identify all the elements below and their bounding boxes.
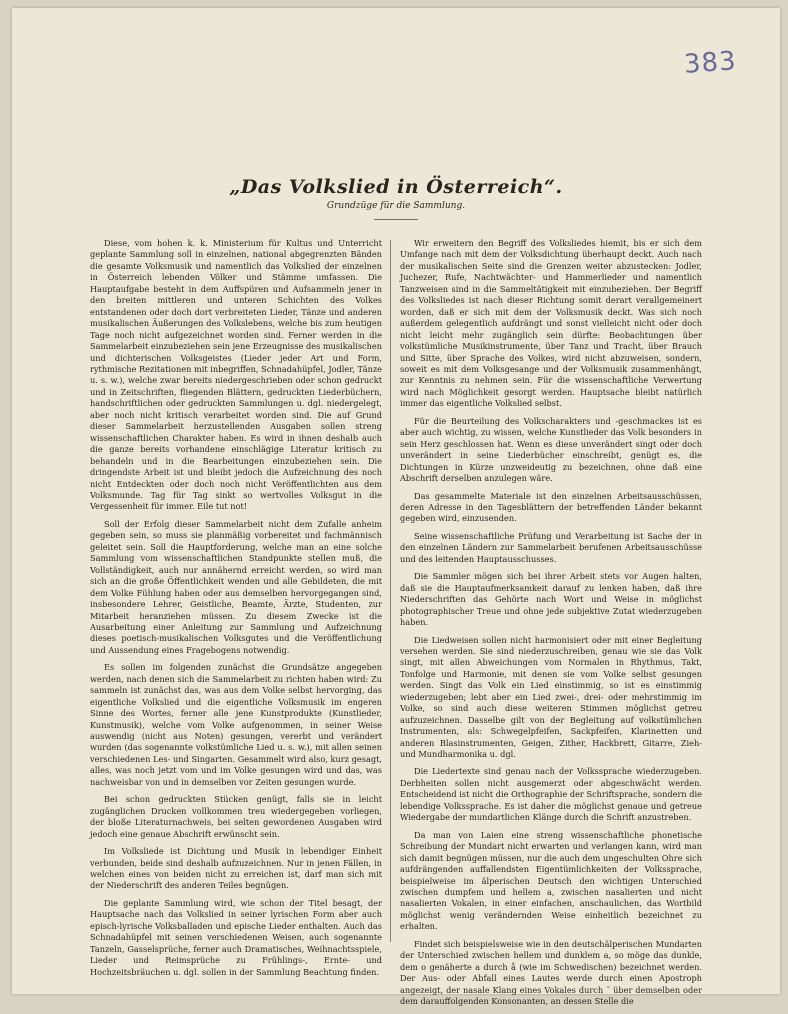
paragraph: Diese, vom hohen k. k. Ministerium für Kultus und Unterricht geplante Sammlung soll in einzelnen, national abgegrenzten Bänden die gesamte Volksmusik und namentlich das Volkslied der einzelnen in Österreich lebenden Völker und Stämme umfassen. Die Hauptaufgabe besteht in dem Auffspüren und Aufsammeln jener in den breiten mittleren und unteren Schichten des Volkes entstandenen oder doch dort verbreiteten Lieder, Tänze und anderen musikalischen Äußerungen des Volkslebens, welche bis zum heutigen Tage noch nicht aufgezeichnet worden sind. Ferner werden in die Sammelarbeit einzubeziehen sein jene Erzeugnisse des musikalischen und dichterischen Volksgeistes (Lieder jeder Art und Form, rythmische Rezitationen mit inbegriffen, Schnadahüpfel, Jodler, Tänze u. s. w.), welche zwar bereits niedergeschrieben oder schon gedruckt und in Zeitschriften, fliegenden Blättern, gedruckten Liederbüchern, handschriftlichen oder gedruckten Sammlungen u. dgl. niedergelegt, aber noch nicht kritisch verarbeitet worden sind. Die auf Grund dieser Sammelarbeit herzustellenden Ausgaben sollen streng wissenschaftlichen Charakter haben. Es wird in ihnen deshalb auch die ganze bereits vorhandene einschlägige Literatur kritisch zu behandeln und in die Bearbeitungen einzubeziehen sein. Die dringendste Arbeit ist und bleibt jedoch die Aufzeichnung des noch nicht Entdeckten oder doch noch nicht Veröffentlichten aus dem Volksmunde. Tag für Tag sinkt so wertvolles Volksgut in die Vergessenheit für immer. Eile tut not! [90, 238, 383, 512]
document-subtitle: Grundzüge für die Sammlung. [326, 201, 466, 211]
document-title: „Das Volkslied in Österreich“. [229, 176, 563, 198]
paragraph: Die geplante Sammlung wird, wie schon der Titel besagt, der Hauptsache nach das Volkslied in seiner lyrischen Form aber auch episch-lyrische Volksballaden und epische Lieder enthalten. Auch das Schnadahüpfel mit seinen verschiedenen Weisen, auch sogenannte Tanzeln, Gasselsprüche, ferner auch Dramatisches, Weihnachtsspiele, Lieder und Reimsprüche zu Frühlings-, Ernte- und Hochzeitsbräuchen u. dgl. sollen in der Sammlung Beachtung finden. [90, 897, 382, 977]
document-page [12, 8, 780, 1007]
right-column [400, 238, 702, 1014]
paragraph: Die Liedertexte sind genau nach der Volkssprache wiederzugeben. Derbheiten sollen nicht ausgemerzt oder abgeschwächt werden. Entscheidend ist nicht die Orthographie der Schriftsprache, sondern die lebendige Volkssprache. Es ist daher die möglichst genaue und getreue Wiedergabe der mundartlichen Klänge durch die Schrift anzustreben. [400, 766, 702, 823]
paragraph: Wir erweitern den Begriff des Volksliedes hiemit, bis er sich dem Umfange nach mit dem der Volksdichtung überhaupt deckt. Auch nach der musikalischen Seite sind die Grenzen weiter abzustecken: Jodler, Juchezer, Rufe, Nachtwächter- und Hammerlieder und namentlich Tanzweisen sind in die Sammeltätigkeit mit einzubeziehen. Der Begriff des Volksliedes ist nach dieser Richtung somit derart verallgemeinert worden, daß er sich mit dem der Volksmusik deckt. Was sich noch außerdem gelegentlich aufdrängt und sonst vielleicht nicht oder doch nicht leicht mehr zugänglich sein dürfte: Beobachtungen über volkstümliche Musikinstrumente, über Tanz und Tracht, über Brauch und Sitte, über Sprache des Volkes, wird nicht abzuweisen, sondern, soweit es mit dem Volksgesange und der Volksmusik zusammenhängt, zur Kenntnis zu nehmen sein. Für die wissenschaftliche Verwertung wird nach Möglichkeit gesorgt werden. Hauptsache bleibt natürlich immer das eigentliche Volkslied selbst. [400, 238, 702, 409]
paragraph: Da man von Laien eine streng wissenschaftliche phonetische Schreibung der Mundart nicht erwarten und verlangen kann, wird man sich damit begnügen müssen, nur die auch dem ungeschulten Ohre sich aufdrängenden auffallendsten Eigentümlichkeiten der Volkssprache, beispielweise im älperischen Deutsch den wichtigen Unterschied zwischen dumpfem und hellem a, zwischen nasalierten und nicht nasalierten Vokalen, in einer einfachen, anschaulichen, das Wortbild möglichst wenig verändernden Weise einheitlich bezeichnet zu erhalten. [400, 829, 702, 932]
paragraph: Seine wissenschaftliche Prüfung und Verarbeitung ist Sache der in den einzelnen Ländern zur Sammelarbeit berufenen Arbeitsausschüsse und des leitenden Hauptausschusses. [400, 530, 702, 564]
paragraph: Es sollen im folgenden zunächst die Grundsätze angegeben werden, nach denen sich die Sammelarbeit zu richten haben wird: Zu sammeln ist zunächst das, was aus dem Volke selbst hervorging, das eigentliche Volkslied und die eigentliche Volksmusik im engeren Sinne des Wortes, ferner alle jene Kunstprodukte (Kunstlieder, Kunstmusik), welche vom Volke aufgenommen, in seiner Weise auswendig (nicht aus Noten) gesungen, vererbt und verändert wurden (das sogenannte volkstümliche Lied u. s. w.), mit allen seinen verschiedenen Les- und Singarten. Gesammelt wird also, kurz gesagt, alles, was noch jetzt vom und im Volke gesungen wird und das, was nachweisbar von und in demselben vor Zeiten gesungen wurde. [90, 662, 382, 787]
column-divider [390, 240, 391, 942]
paragraph: Soll der Erfolg dieser Sammelarbeit nicht dem Zufalle anheim gegeben sein, so muss sie planmäßig vorbereitet und fachmännisch geleitet sein. Soll die Hauptforderung, welche man an eine solche Sammlung vom wissenschaftlichen Standpunkte stellen muß, die Vollständigkeit, auch nur annähernd erreicht werden, so wird man sich an die große Öffentlichkeit wenden und alle Gebildeten, die mit dem Volke Fühlung haben oder aus demselben hervorgegangen sind, insbesondere Lehrer, Geistliche, Beamte, Ärzte, Studenten, zur Mitarbeit heranziehen müssen. Zu diesem Zwecke ist die Ausarbeitung einer Anleitung zur Sammlung und Aufzeichnung dieses poetisch-musikalischen Volksgutes und die Veröffentlichung und Aussendung eines Fragebogens notwendig. [90, 518, 382, 655]
handwritten-page-number: 383 [683, 46, 738, 80]
paragraph: Die Liedweisen sollen nicht harmonisiert oder mit einer Begleitung versehen werden. Sie sind niederzuschreiben, genau wie sie das Volk singt, mit allen Abweichungen vom Normalen in Rhythmus, Takt, Tonfolge und Harmonie, mit denen sie vom Volke selbst gesungen werden. Singt das Volk ein Lied einstimmig, so ist es einstimmig wiederzugeben; lebt aber ein Lied zwei-, drei- oder mehrstimmig im Volke, so sind auch diese weiteren Stimmen möglichst getreu aufzuzeichnen. Dasselbe gilt von der Begleitung auf volkstümlichen Instrumenten, als: Schwegelpfeifen, Sackpfeifen, Klarinetten und anderen Blasinstrumenten, Geigen, Zither, Hackbrett, Gitarre, Zieh- und Mundharmonika u. dgl. [400, 634, 702, 760]
title-divider [374, 219, 418, 220]
paragraph: Die Sammler mögen sich bei ihrer Arbeit stets vor Augen halten, daß sie die Hauptaufmerksamkeit darauf zu lenken haben, daß ihre Niederschriften das Gehörte nach Wort und Weise in möglichst photographischer Treue und ohne jede subjektive Zutat wiederzugeben haben. [400, 571, 702, 628]
paragraph: Das gesammelte Materiale ist den einzelnen Arbeitsausschüssen, deren Adresse in den Tagesblättern der betreffenden Länder bekannt gegeben wird, einzusenden. [400, 490, 702, 524]
paragraph: Findet sich beispielsweise wie in den deutschälperischen Mundarten der Unterschied zwischen hellem und dunklem a, so möge das dunkle, dem o genäherte a durch å (wie im Schwedischen) bezeichnet werden. Der Aus- oder Abfall eines Lautes werde durch einen Apostroph angezeigt, der nasale Klang eines Vokales durch ˜ über demselben oder dem darauffolgenden Konsonanten, an dessen Stelle die [400, 938, 702, 1007]
paragraph: Im Volksliede ist Dichtung und Musik in lebendiger Einheit verbunden, beide sind deshalb aufzuzeichnen. Nur in jenen Fällen, in welchen eines von beiden nicht zu erreichen ist, darf man sich mit der Niederschrift des anderen Teiles begnügen. [90, 846, 382, 891]
paragraph: Bei schon gedruckten Stücken genügt, falls sie in leicht zugänglichen Drucken vollkommen treu wiedergegeben vorliegen, der bloße Literaturnachweis, bei selten gewordenen Ausgaben wird jedoch eine genaue Abschrift erwünscht sein. [90, 794, 382, 839]
paragraph: Für die Beurteilung des Volkscharakters und -geschmackes ist es aber auch wichtig, zu wissen, welche Kunstlieder das Volk besonders in sein Herz geschlossen hat. Wenn es diese unverändert singt oder doch unverändert in seine Liederbücher einschreibt, genügt es, die Dichtungen in Kürze unzweideutig zu bezeichnen, ohne daß eine Abschrift derselben anzulegen wäre. [400, 415, 702, 484]
left-column [90, 238, 382, 984]
